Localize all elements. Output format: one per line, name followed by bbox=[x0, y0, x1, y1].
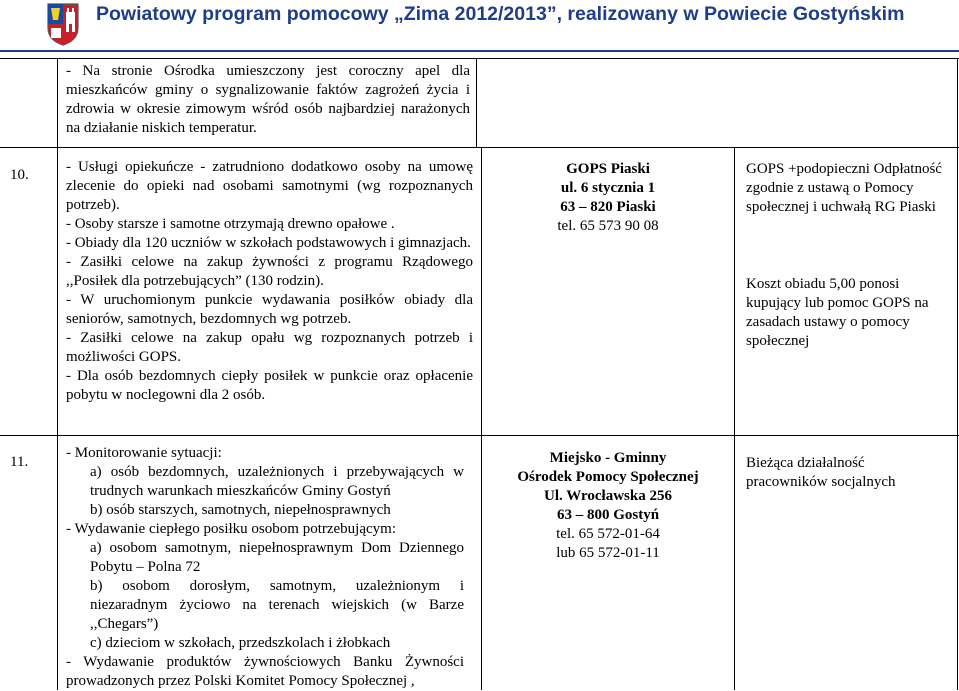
table-row-divider bbox=[0, 435, 959, 436]
row-description-item: - Dla osób bezdomnych ciepły posiłek w punkcie oraz opłacenie pobytu w noclegowni dla 2 osób. bbox=[66, 368, 473, 403]
funding-text: Bieżąca działalność pracowników socjalnych bbox=[746, 455, 896, 490]
row-description-item: - Obiady dla 120 uczniów w szkołach podstawowych i gimnazjach. bbox=[66, 235, 471, 251]
row-description-item: - Usługi opiekuńcze - zatrudniono dodatkowo osoby na umowę zlecenie do opieki nad osobami samotnymi (wg rozpoznanych potrzeb). bbox=[66, 159, 473, 213]
contact-line: ul. 6 stycznia 1 bbox=[560, 180, 656, 196]
row-number: 10. bbox=[10, 167, 29, 183]
row-contact bbox=[482, 449, 734, 563]
table-row bbox=[66, 62, 470, 138]
row-description-item: - Wydawanie produktów żywnościowych Banku Żywności prowadzonych przez Polski Komitet Pomocy Społecznej , bbox=[66, 654, 464, 689]
table-border-top bbox=[0, 58, 959, 59]
contact-line: tel. 65 573 90 08 bbox=[557, 218, 659, 234]
row-description-item: a) osobom samotnym, niepełnosprawnym Dom Dziennego Pobytu – Polna 72 bbox=[90, 540, 464, 575]
table-column-divider bbox=[957, 58, 958, 690]
row-funding bbox=[746, 160, 951, 351]
contact-line: lub 65 572-01-11 bbox=[556, 545, 660, 561]
row-description-item: c) dzieciom w szkołach, przedszkolach i żłobkach bbox=[90, 635, 391, 651]
contact-line: 63 – 800 Gostyń bbox=[556, 507, 660, 523]
row-description-item: - Osoby starsze i samotne otrzymają drewno opałowe . bbox=[66, 216, 395, 232]
row-number: 11. bbox=[10, 454, 29, 470]
contact-line: Ośrodek Pomocy Społecznej bbox=[517, 469, 699, 485]
table-column-divider bbox=[734, 147, 735, 690]
row-description-item: a) osób bezdomnych, uzależnionych i przebywających w trudnych warunkach mieszkańców Gminy Gostyń bbox=[90, 464, 464, 499]
contact-line: Miejsko - Gminny bbox=[549, 450, 667, 466]
page-header bbox=[0, 0, 959, 52]
coat-of-arms-icon bbox=[46, 2, 80, 46]
row-description bbox=[66, 158, 473, 405]
page-title: Powiatowy program pomocowy „Zima 2012/2013”, realizowany w Powiecie Gostyńskim bbox=[96, 3, 905, 25]
row-description-item: - Zasiłki celowe na zakup opału wg rozpoznanych potrzeb i możliwości GOPS. bbox=[66, 330, 473, 365]
table-column-divider bbox=[476, 58, 477, 147]
contact-line: GOPS Piaski bbox=[566, 161, 650, 177]
row-description-item: b) osób starszych, samotnych, niepełnosprawnych bbox=[90, 502, 391, 518]
row-description-item: - Monitorowanie sytuacji: bbox=[66, 445, 222, 461]
contact-line: tel. 65 572-01-64 bbox=[556, 526, 660, 542]
funding-text: GOPS +podopieczni Odpłatność zgodnie z ustawą o Pomocy społecznej i uchwałą RG Piaski bbox=[746, 161, 942, 215]
row-funding bbox=[746, 454, 946, 492]
funding-text: Koszt obiadu 5,00 ponosi kupujący lub pomoc GOPS na zasadach ustawy o pomocy społecznej bbox=[746, 276, 929, 349]
contact-line: Ul. Wrocławska 256 bbox=[544, 488, 672, 504]
row-description-item: b) osobom dorosłym, samotnym, uzależnionym i niezaradnym życiowo na terenach wiejskich (w Barze ,,Chegars”) bbox=[90, 578, 464, 632]
row-description-item: - Zasiłki celowe na zakup żywności z programu Rządowego ,,Posiłek dla potrzebujących” (130 rodzin). bbox=[66, 254, 473, 289]
row-description-item: - Wydawanie ciepłego posiłku osobom potrzebującym: bbox=[66, 521, 396, 537]
row-contact bbox=[482, 160, 734, 236]
row-description-item: - Na stronie Ośrodka umieszczony jest coroczny apel dla mieszkańców gminy o sygnalizowanie faktów zagrożeń życia i zdrowia w okresie zimowym wśród osób najbardziej narażonych na działanie niskich temperatur. bbox=[66, 63, 470, 136]
row-description-item: - W uruchomionym punkcie wydawania posiłków obiady dla seniorów, samotnych, bezdomnych wg potrzeb. bbox=[66, 292, 473, 327]
row-description bbox=[66, 444, 464, 691]
table-column-divider bbox=[57, 58, 58, 690]
table-row-divider bbox=[0, 147, 959, 148]
contact-line: 63 – 820 Piaski bbox=[560, 199, 656, 215]
